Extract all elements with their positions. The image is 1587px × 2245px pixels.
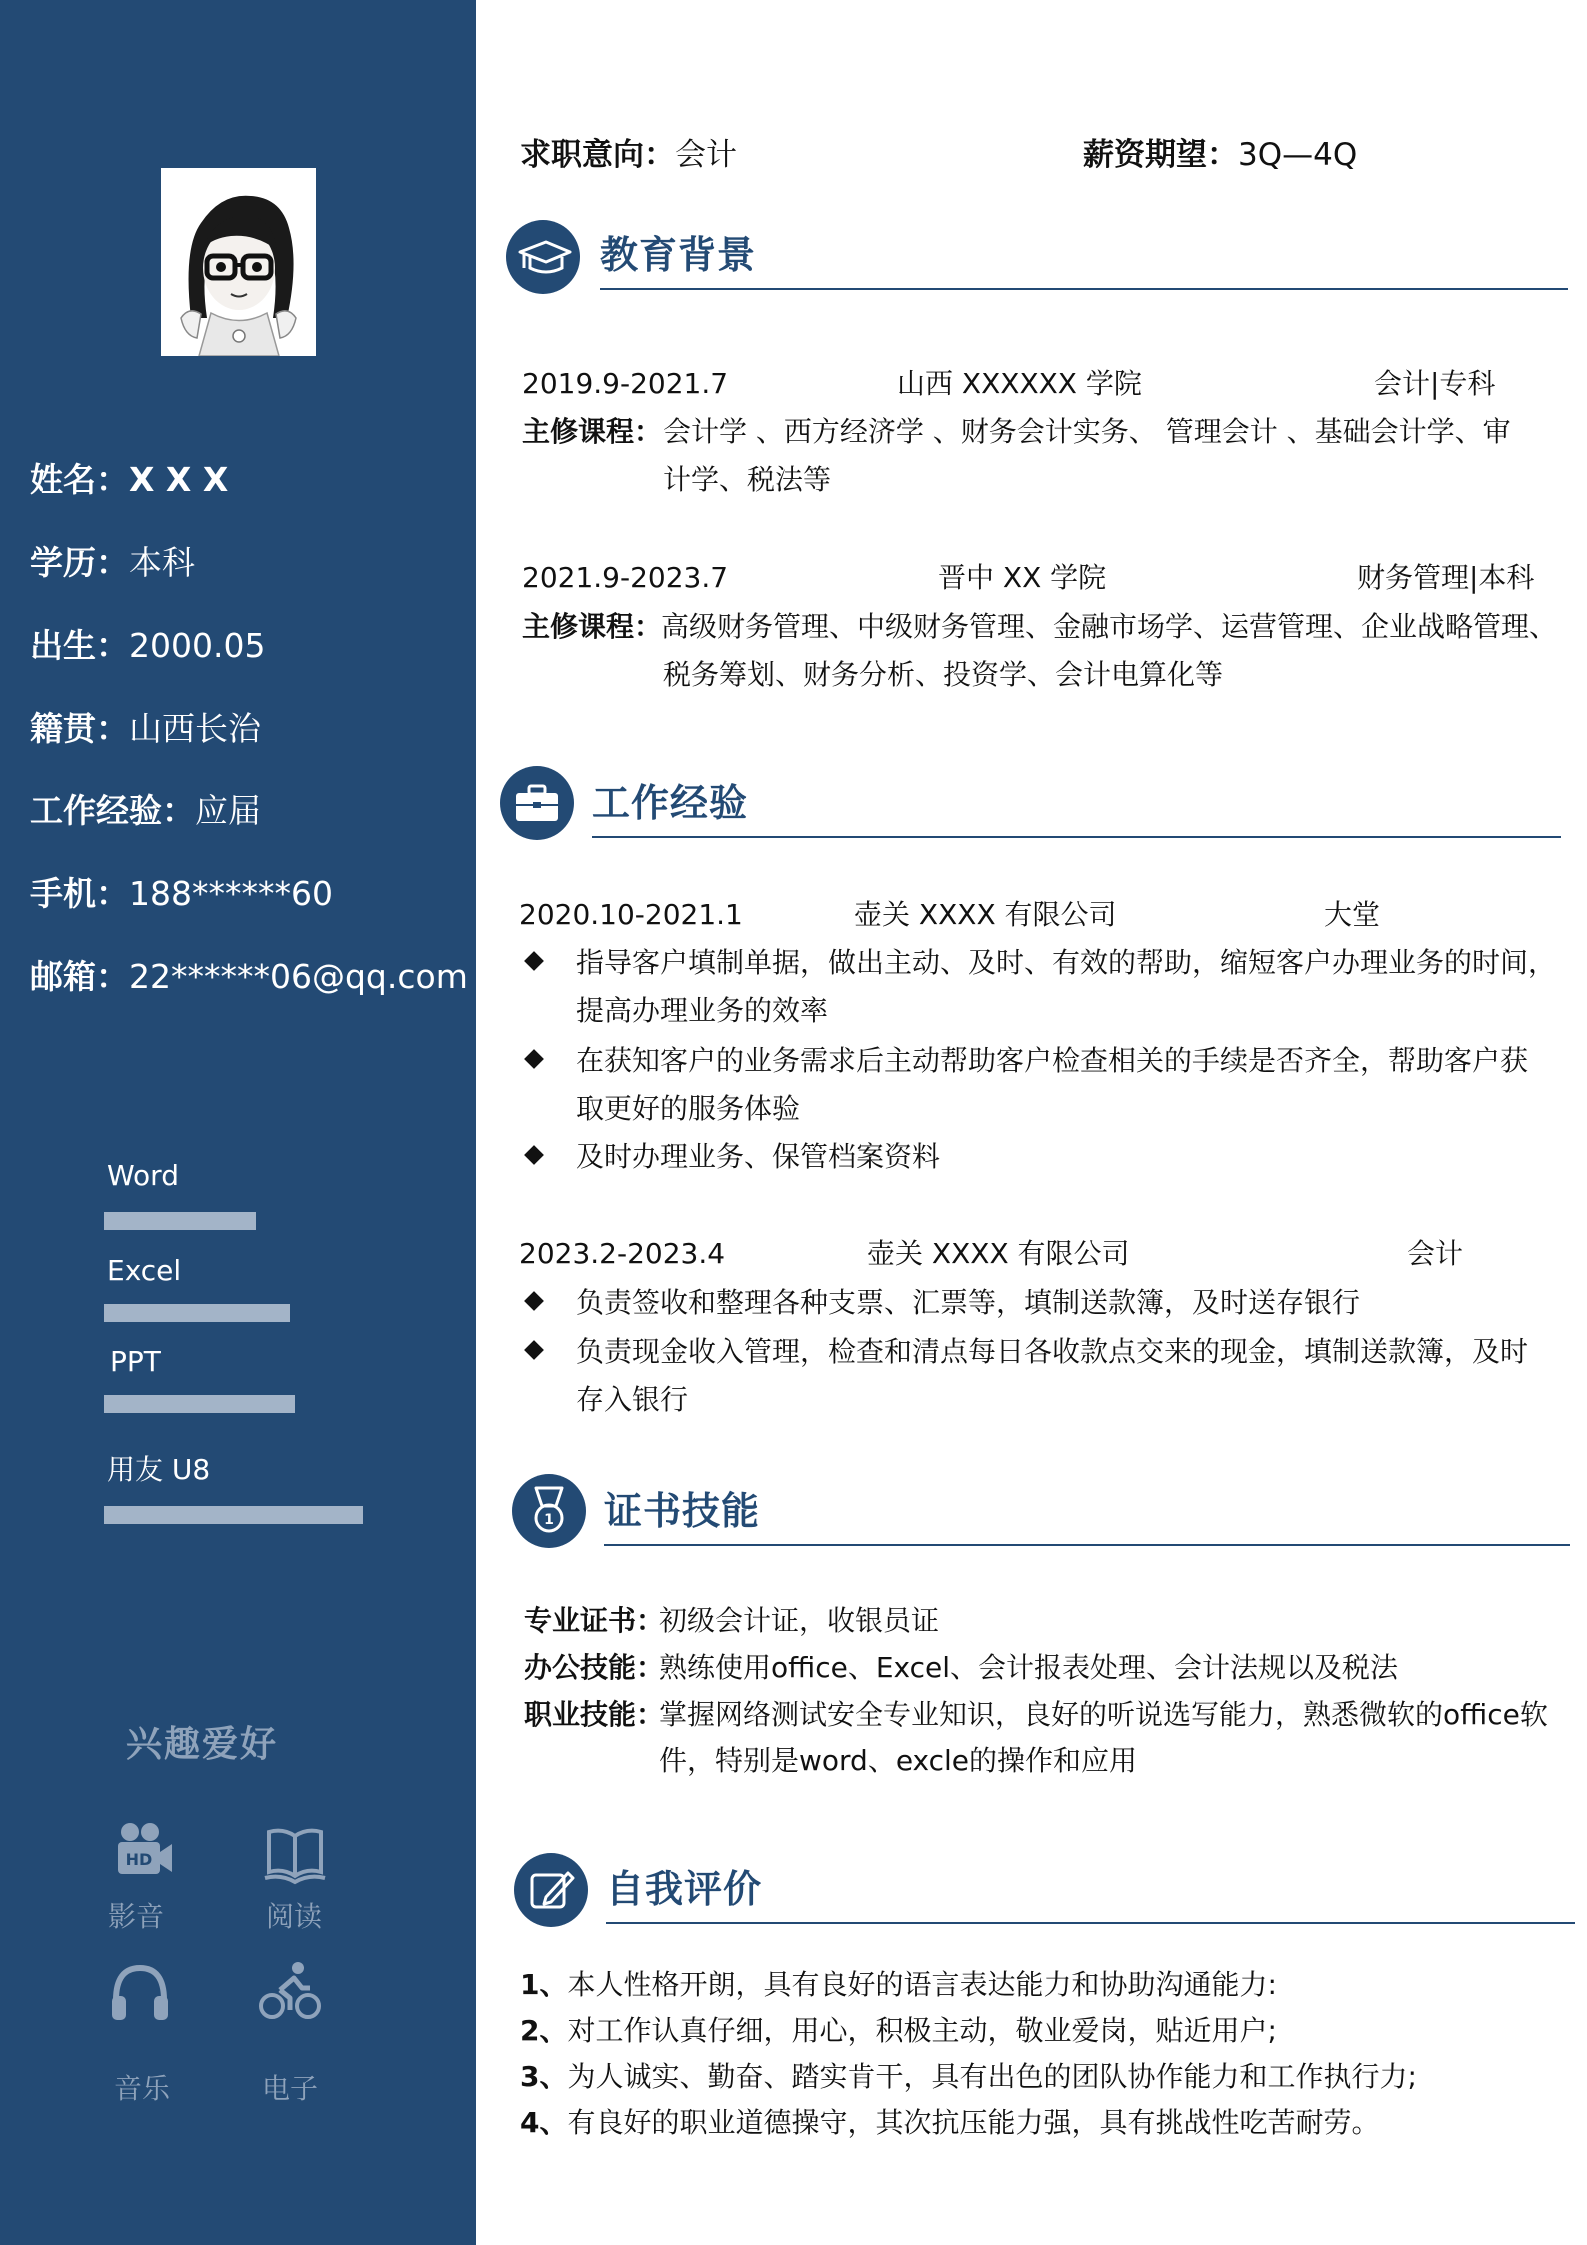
info-value: 2000.05 xyxy=(129,626,266,665)
cert-label-text: 专业证书： xyxy=(524,1604,665,1637)
skill-bar-fill xyxy=(104,1506,363,1524)
hobby-label: 阅读 xyxy=(266,1900,323,1933)
cert-label-text: 办公技能： xyxy=(524,1651,665,1684)
cert-label-text: 职业技能： xyxy=(524,1698,665,1731)
hobby-label: 影音 xyxy=(108,1900,165,1933)
info-label: 工作经验： xyxy=(30,791,195,830)
self-eval-item xyxy=(520,1967,1277,2003)
work-bullet: 提高办理业务的效率 xyxy=(576,994,829,1027)
courses-label: 主修课程： xyxy=(522,610,663,643)
item-text: 为人诚实、勤奋、踏实肯干，具有出色的团队协作能力和工作执行力; xyxy=(567,2060,1417,2093)
hobby-label: 电子 xyxy=(262,2072,319,2105)
item-text: 本人性格开朗，具有良好的语言表达能力和协助沟通能力: xyxy=(567,1968,1277,2001)
work-bullet: 及时办理业务、保管档案资料 xyxy=(576,1140,941,1173)
svg-text:HD: HD xyxy=(125,1850,153,1869)
bullet-diamond xyxy=(524,1049,544,1069)
work-company: 壶关 XXXX 有限公司 xyxy=(854,898,1117,931)
cert-label xyxy=(524,1697,664,1733)
medal-icon xyxy=(512,1474,586,1548)
graduation-cap-icon xyxy=(506,220,580,294)
sidebar xyxy=(0,0,476,2245)
info-education xyxy=(30,541,195,585)
skill-name: PPT xyxy=(110,1345,161,1378)
item-number: 4、 xyxy=(520,2106,568,2139)
job-intent xyxy=(520,135,737,175)
section-title-self-eval: 自我评价 xyxy=(606,1867,763,1911)
cert-value: 初级会计证，收银员证 xyxy=(659,1604,940,1637)
cert-value: 掌握网络测试安全专业知识，良好的听说选写能力，熟悉微软的office软 xyxy=(659,1698,1548,1731)
section-title-certs: 证书技能 xyxy=(604,1489,761,1533)
item-number: 3、 xyxy=(520,2060,568,2093)
skill-name: 用友 U8 xyxy=(107,1453,211,1486)
info-birth xyxy=(30,624,265,668)
skill-name: Excel xyxy=(107,1254,182,1287)
info-label: 邮箱： xyxy=(30,957,129,996)
bullet-diamond xyxy=(524,1145,544,1165)
skill-name: Word xyxy=(107,1159,179,1192)
headphones-icon xyxy=(108,1960,172,2024)
cyclist-icon xyxy=(258,1960,322,2024)
work-bullet: 取更好的服务体验 xyxy=(576,1092,801,1125)
item-text: 有良好的职业道德操守，其次抗压能力强，具有挑战性吃苦耐劳。 xyxy=(567,2106,1380,2139)
info-value: 188******60 xyxy=(129,874,333,913)
salary-expectation xyxy=(1083,135,1357,175)
skill-bar xyxy=(104,1304,370,1322)
briefcase-icon xyxy=(500,766,574,840)
hobby-label: 音乐 xyxy=(114,2072,171,2105)
info-email xyxy=(30,955,468,999)
info-phone xyxy=(30,872,333,916)
edu-school: 晋中 XX 学院 xyxy=(938,561,1107,594)
info-label: 籍贯： xyxy=(30,709,129,748)
bullet-diamond xyxy=(524,1340,544,1360)
edu-major: 财务管理|本科 xyxy=(1357,561,1535,594)
skill-bar-fill xyxy=(104,1304,290,1322)
avatar xyxy=(161,168,316,356)
cert-label xyxy=(524,1650,664,1686)
skill-bar-fill xyxy=(104,1395,295,1413)
edu-period: 2019.9-2021.7 xyxy=(522,367,729,400)
work-bullet: 在获知客户的业务需求后主动帮助客户检查相关的手续是否齐全，帮助客户获 xyxy=(576,1044,1529,1077)
info-hometown xyxy=(30,707,261,751)
edu-courses: 高级财务管理、中级财务管理、金融市场学、运营管理、企业战略管理、 xyxy=(661,610,1558,643)
self-eval-item xyxy=(520,2059,1417,2095)
item-number: 1、 xyxy=(520,1968,568,2001)
edu-courses-label xyxy=(522,414,662,450)
job-intent-label: 求职意向： xyxy=(520,137,675,173)
info-value: 山西长治 xyxy=(129,709,261,748)
avatar-cartoon-icon xyxy=(161,168,316,356)
section-divider xyxy=(604,1544,1570,1546)
work-bullet: 存入银行 xyxy=(576,1383,689,1416)
section-title-education: 教育背景 xyxy=(600,233,757,277)
info-label: 出生： xyxy=(30,626,129,665)
edu-courses: 会计学 、西方经济学 、财务会计实务、 管理会计 、基础会计学、审 xyxy=(663,415,1511,448)
self-eval-item xyxy=(520,2013,1277,2049)
section-divider xyxy=(600,288,1568,290)
edu-major: 会计|专科 xyxy=(1374,367,1496,400)
work-bullet: 指导客户填制单据，做出主动、及时、有效的帮助，缩短客户办理业务的时间， xyxy=(576,946,1557,979)
skill-bar xyxy=(104,1212,380,1230)
cert-label xyxy=(524,1603,664,1639)
work-company: 壶关 XXXX 有限公司 xyxy=(867,1237,1130,1270)
skill-bar-fill xyxy=(104,1212,256,1230)
item-text: 对工作认真仔细，用心，积极主动，敬业爱岗，贴近用户; xyxy=(567,2014,1277,2047)
info-label: 手机： xyxy=(30,874,129,913)
info-name xyxy=(30,458,228,502)
info-value: 22******06@qq.com xyxy=(129,957,468,996)
info-experience xyxy=(30,789,261,833)
courses-label: 主修课程： xyxy=(522,415,663,448)
edit-icon xyxy=(514,1853,588,1927)
section-divider xyxy=(592,836,1561,838)
work-bullet: 负责签收和整理各种支票、汇票等，填制送款簿，及时送存银行 xyxy=(576,1286,1361,1319)
info-label: 学历： xyxy=(30,543,129,582)
work-bullet: 负责现金收入管理，检查和清点每日各收款点交来的现金，填制送款簿，及时 xyxy=(576,1335,1529,1368)
edu-period: 2021.9-2023.7 xyxy=(522,561,729,594)
section-divider xyxy=(606,1922,1575,1924)
self-eval-item xyxy=(520,2105,1380,2141)
info-value: 应届 xyxy=(195,791,261,830)
salary-value: 3Q—4Q xyxy=(1238,137,1358,173)
edu-courses: 税务筹划、财务分析、投资学、会计电算化等 xyxy=(663,658,1224,691)
cert-value: 件，特别是word、excle的操作和应用 xyxy=(659,1744,1138,1777)
bullet-diamond xyxy=(524,951,544,971)
salary-label: 薪资期望： xyxy=(1083,137,1238,173)
edu-courses-label xyxy=(522,609,662,645)
hobbies-title: 兴趣爱好 xyxy=(126,1724,279,1765)
skill-bar xyxy=(104,1506,377,1524)
section-title-work: 工作经验 xyxy=(592,781,749,825)
svg-text:1: 1 xyxy=(544,1512,554,1528)
video-camera-icon xyxy=(112,1820,176,1884)
info-label: 姓名： xyxy=(30,460,129,499)
edu-school: 山西 XXXXXX 学院 xyxy=(897,367,1142,400)
work-role: 大堂 xyxy=(1324,898,1381,931)
bullet-diamond xyxy=(524,1291,544,1311)
work-role: 会计 xyxy=(1407,1237,1464,1270)
info-value: X X X xyxy=(129,460,229,499)
work-period: 2023.2-2023.4 xyxy=(519,1237,726,1270)
item-number: 2、 xyxy=(520,2014,568,2047)
work-period: 2020.10-2021.1 xyxy=(519,898,743,931)
cert-value: 熟练使用office、Excel、会计报表处理、会计法规以及税法 xyxy=(659,1651,1398,1684)
book-icon xyxy=(263,1822,327,1886)
job-intent-value: 会计 xyxy=(675,137,737,173)
edu-courses: 计学、税法等 xyxy=(663,463,832,496)
info-value: 本科 xyxy=(129,543,195,582)
skill-bar xyxy=(104,1395,334,1413)
